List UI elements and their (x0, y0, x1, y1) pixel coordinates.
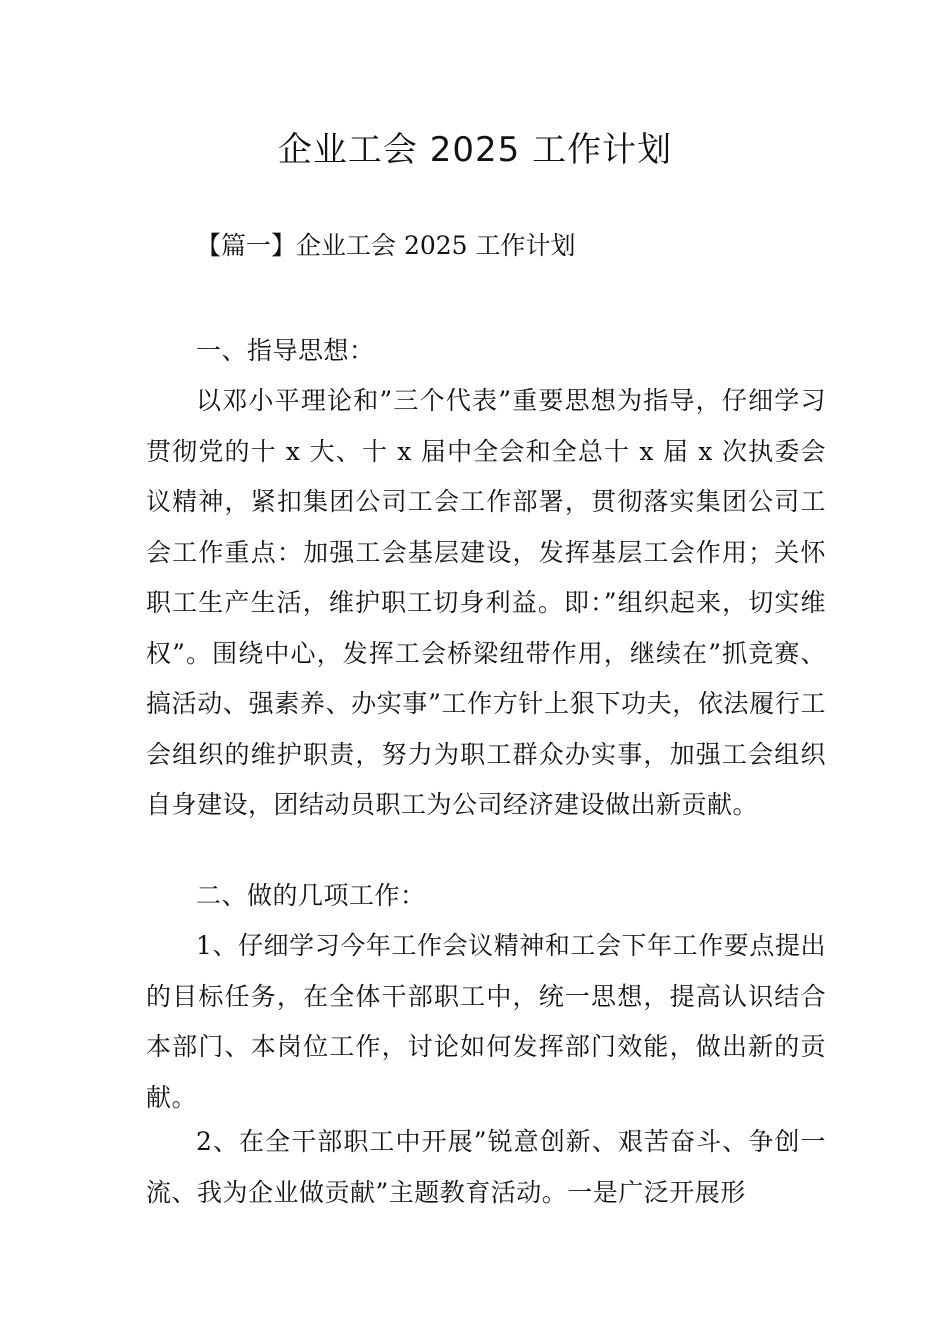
paragraph-guiding-ideology: 以邓小平理论和”三个代表”重要思想为指导，仔细学习贯彻党的十 x 大、十 x 届中全会和全总十 x 届 x 次执委会议精神，紧扣集团公司工会工作部署，贯彻落实集团公司工会工作重点：加强工会基层建设，发挥基层工会作用；关怀职工生产生活，维护职工切身利益。即：”组织起来，切实维权”。围绕中心，发挥工会桥梁纽带作用，继续在”抓竞赛、搞活动、强素养、办实事”工作方针上狠下功夫，依法履行工会组织的维护职责，努力为职工群众办实事，加强工会组织自身建设，团结动员职工为公司经济建设做出新贡献。 (146, 386, 826, 819)
section-heading-work-items: 二、做的几项工作： (196, 881, 426, 910)
paragraph-work-item-2: 2、在全干部职工中开展”锐意创新、艰苦奋斗、争创一流、我为企业做贡献”主题教育活动。一是广泛开展形 (146, 1127, 826, 1207)
document-subtitle: 【篇一】企业工会 2025 工作计划 (196, 231, 576, 260)
section-heading-guiding-ideology: 一、指导思想： (196, 336, 375, 365)
document-title: 企业工会 2025 工作计划 (277, 130, 673, 170)
paragraph-work-item-1: 1、仔细学习今年工作会议精神和工会下年工作要点提出的目标任务，在全体干部职工中，统一思想，提高认识结合本部门、本岗位工作，讨论如何发挥部门效能，做出新的贡献。 (146, 931, 826, 1112)
